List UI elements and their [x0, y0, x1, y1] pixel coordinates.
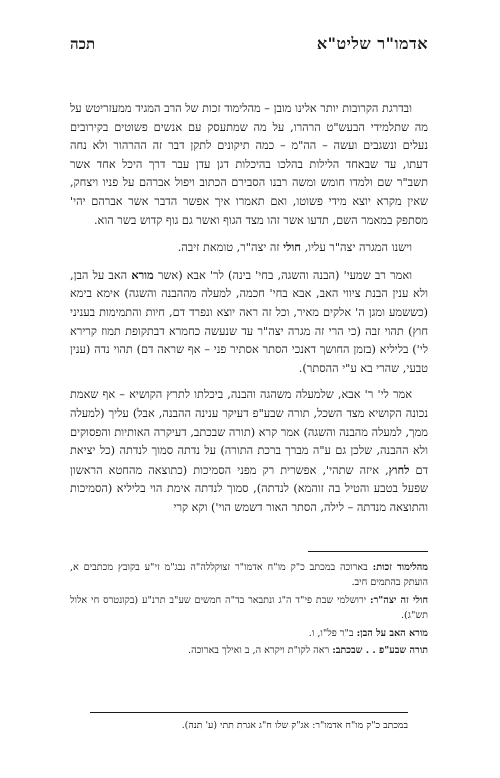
- page-number: תכה: [70, 35, 96, 53]
- paragraph-1: ובדרגת הקרובות יותר אלינו מובן – מהלימוד זכות של הרב המגיד ממעזריטש על מה שתלמידי הבעש"ט הרהרו, על מה שמתעסק עם אנשים פשוטים בקירובים נעלים ונשגבים ועשה – הה"מ – כמה תיקונים לתקן דבר זה ההרהור ולא נחה דעתו, עד שבאחד הלילות בהלכו בהיכלות דגן עדן עבר דרך היכל אחד אשר תשב"ר שם ולמדו חומש ומשה רבנו הסבירם הכתוב ויפול אברהם על פניו ויצחק, שאין מקרא יוצא מידי פשוטו, ואם תאמרו איך אפשר הדבר אשר אברהם יהי' מסתפק במאמר השם, תדעו אשר זהו מצד הגוף ואשר גם גוף קדוש בשר הוא.: [70, 102, 428, 227]
- text-run: זה יצה"ר, טומאת זיבה.: [177, 241, 284, 255]
- footnote-label: מהלימוד זכות:: [372, 562, 428, 573]
- paragraph-2: [70, 238, 428, 258]
- footnote: [70, 626, 428, 641]
- text-run: וישנו המגרה יצה"ר עליו,: [301, 241, 412, 255]
- footnote-text: ב"ר פל"ו, ו.: [308, 627, 357, 639]
- paragraph-4: [70, 386, 428, 517]
- bottom-source-note: במכתב כ"ק מו"ח אדמו"ר: אג"ק שלו ח"ג אגרת תתי (ע' תנה).: [90, 712, 408, 733]
- footnote-label: תורה שבע"פ . . שבכתב:: [332, 645, 428, 657]
- bold-term: לחוץ: [388, 462, 410, 477]
- footnote-label: מורא האב על הבן:: [356, 627, 428, 639]
- footnote-separator: [308, 551, 428, 552]
- footnote-text: ראה לקו"ת ויקרא ה, ב ואילך בארוכה.: [188, 645, 333, 657]
- bold-term: מורא: [131, 267, 154, 282]
- paragraph-3: [70, 266, 428, 379]
- footnote: [70, 560, 428, 591]
- running-head: אדמו"ר שליט"א: [316, 34, 428, 53]
- footnote-label: חולי זה יצה"ר:: [370, 594, 428, 606]
- text-run: ואמר רב שמעי' (הבנה והשגה, בחי' בינה) לר' אבא (אשר: [153, 268, 412, 282]
- text-run: האב על הבן, ולא ענין הבנת ציווי האב, אבא בחי' חכמה, למעלה מההבנה והשגה) אימא בימא (כששמע ומגן ה' אלקים מאיר, וכל זה ראה יוצא ונפרד דם, חיות והתמימות בעניני חוץ) תהוי זבה (כי הרי זה מגרה יצה"ר עד שנעשה כחמרא דבתקופת תמוז קרירא לי') בליליא (בזמן החושך דאנכי הסתר אסתיר פני – אף שראה דם) תהוי נדה (ענין טבעי, שהרי בא ע"י ההסתר).: [70, 268, 428, 375]
- page-header: [70, 34, 428, 54]
- footnote: [70, 593, 428, 624]
- footnote: [70, 643, 428, 658]
- text-run: , איזה שתהי', אפשרית רק מפני הסמיכות (כתוצאה מהחטא הראשון שפעל בטבע והטיל בה זוהמא) לנדתה), סמוך לנדתה אימת הוי בליליא (הסמיכות והתוצאה מנדתה – לילה, הסתר האור דשמש הוי') וקא קרי: [70, 463, 428, 514]
- footnotes: [70, 560, 428, 660]
- text-run: אמר לי' ר' אבא, שלמעלה משהגה והבנה, ביכלתו לתרץ הקושיא – אף שאמת נכונה הקושיא מצד השכל, תורה שבע"פ דעיקר ענינה ההבנה, אבל) עליך (למעלה ממך, למעלה מהבנה והשגה) אמר קרא (תורה שבכתב, דעיקרה האותיות והפסוקים ולא ההבנה, שלכן גם ע"ה מברך ברכת התורה) על נדתה סמוך לנדתה (כל יציאת דם: [70, 388, 428, 477]
- bold-term: חולי: [283, 240, 301, 255]
- main-text: [70, 100, 428, 525]
- footnote-text: ירושלמי שבת פי"ד ה"ג ונתבאר בד"ה חמשים שע"ב תרנ"ע (בקונטרס חי אלול תש"ג).: [70, 594, 428, 622]
- footnote-text: בארוכה במכתב כ"ק מו"ח אדמו"ר זצוקללה"ה נבג"מ זי"ע בקובץ מכתבים א, הועתק בהתמים חיב.: [70, 562, 428, 589]
